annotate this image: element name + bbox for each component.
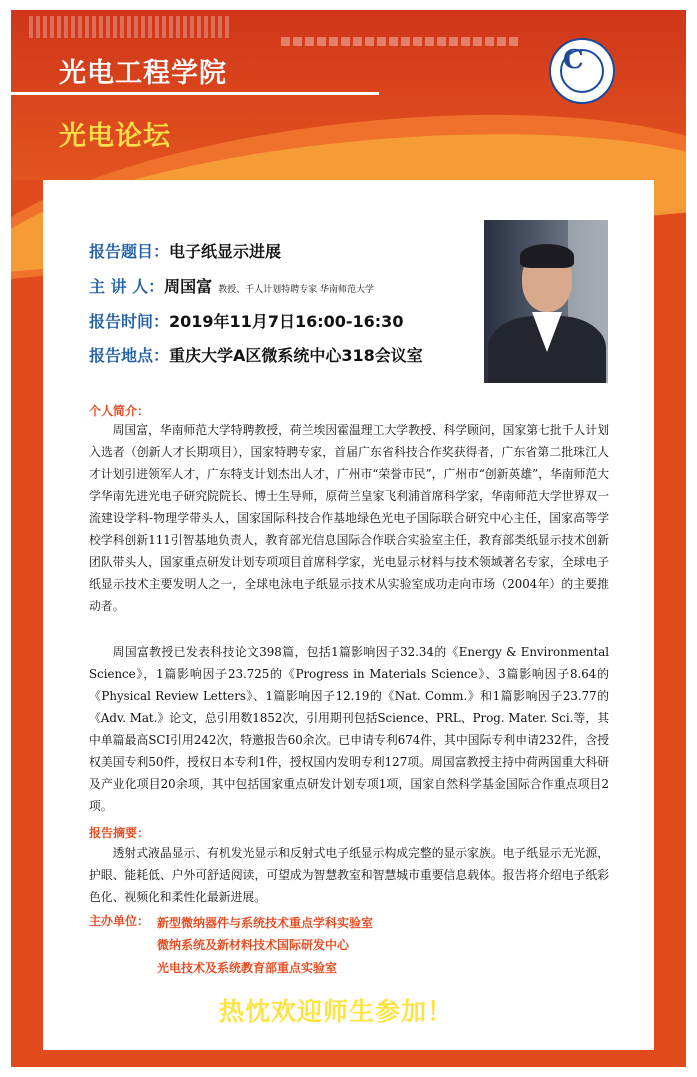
bio-label: 个人简介： bbox=[89, 404, 150, 418]
decorative-squares bbox=[281, 34, 581, 64]
topic-value: 电子纸显示进展 bbox=[169, 242, 282, 261]
college-title: 光电工程学院 bbox=[59, 58, 227, 89]
title-divider bbox=[11, 92, 379, 95]
speaker-note: 教授、千人计划特聘专家 华南师范大学 bbox=[218, 285, 375, 295]
info-time bbox=[89, 309, 403, 332]
host-unit-2: 微纳系统及新材料技术国际研发中心 bbox=[157, 938, 350, 952]
decorative-pattern bbox=[29, 16, 229, 38]
abstract-label: 报告摘要： bbox=[89, 826, 150, 840]
info-topic bbox=[89, 239, 281, 262]
info-speaker bbox=[89, 274, 374, 297]
time-label: 报告时间： bbox=[89, 312, 170, 331]
speaker-photo bbox=[484, 220, 608, 383]
host-unit-1: 新型微纳器件与系统技术重点学科实验室 bbox=[157, 916, 374, 930]
time-value: 2019年11月7日16:00-16:30 bbox=[169, 312, 404, 331]
speaker-label: 主 讲 人： bbox=[89, 277, 165, 296]
welcome-banner: 热忱欢迎师生参加！ bbox=[219, 997, 454, 1026]
host-unit-3: 光电技术及系统教育部重点实验室 bbox=[157, 961, 338, 975]
speaker-value: 周国富 bbox=[164, 277, 213, 296]
info-place bbox=[89, 343, 423, 366]
bio-paragraph-1: 周国富，华南师范大学特聘教授，荷兰埃因霍温理工大学教授、科学顾问，国家第七批千人计划入选者（创新人才长期项目），国家特聘专家，首届广东省科技合作奖获得者，广东省第二批珠江人才计划引进领军人才，广东特支计划杰出人才，广州市“荣誉市民”，广州市“创新英雄”，华南师范大学华南先进光电子研究院院长、博士生导师，原荷兰皇家飞利浦首席科学家，华南师范大学世界双一流建设学科-物理学带头人，国家国际科技合作基地绿色光电子国际联合研究中心主任，国家高等学校学科创新111引智基地负责人，教育部光信息国际合作联合实验室主任，教育部类纸显示技术创新团队带头人，国家重点研发计划专项项目首席科学家，光电显示材料与技术领域著名专家，全球电子纸显示技术主要发明人之一，全球电泳电子纸显示技术从实验室成功走向市场（2004年）的主要推动者。 bbox=[89, 423, 609, 613]
place-value: 重庆大学A区微系统中心318会议室 bbox=[169, 346, 423, 365]
place-label: 报告地点： bbox=[89, 346, 170, 365]
university-logo bbox=[549, 38, 615, 104]
bio-paragraph-2: 周国富教授已发表科技论文398篇，包括1篇影响因子32.34的《Energy & Environmental Science》，1篇影响因子23.725的《Progress in Materials Science》、3篇影响因子8.64的《Physical Review Letters》、1篇影响因子12.19的《Nat. Comm.》和1篇影响因子23.77的《Adv. Mat.》论文，总引用数1852次，引用期刊包括Science、PRL、Prog. Mater. Sci.等，其中单篇最高SCI引用242次，特邀报告60余次。已申请专利674件，其中国际专利申请232件，含授权美国专利50件，授权日本专利1件，授权国内发明专利127项。周国富教授主持中荷两国重大科研及产业化项目20余项，其中包括国家重点研发计划专项1项，国家自然科学基金国际合作重点项目2项。 bbox=[89, 645, 609, 813]
topic-label: 报告题目： bbox=[89, 242, 170, 261]
forum-title: 光电论坛 bbox=[59, 121, 171, 152]
logo-emblem-icon: C bbox=[563, 45, 584, 75]
host-label: 主办单位： bbox=[89, 914, 150, 928]
abstract-text: 透射式液晶显示、有机发光显示和反射式电子纸显示构成完整的显示家族。电子纸显示无光源，护眼、能耗低、户外可舒适阅读，可望成为智慧教室和智慧城市重要信息载体。报告将介绍电子纸彩色化、视频化和柔性化最新进展。 bbox=[89, 846, 609, 904]
